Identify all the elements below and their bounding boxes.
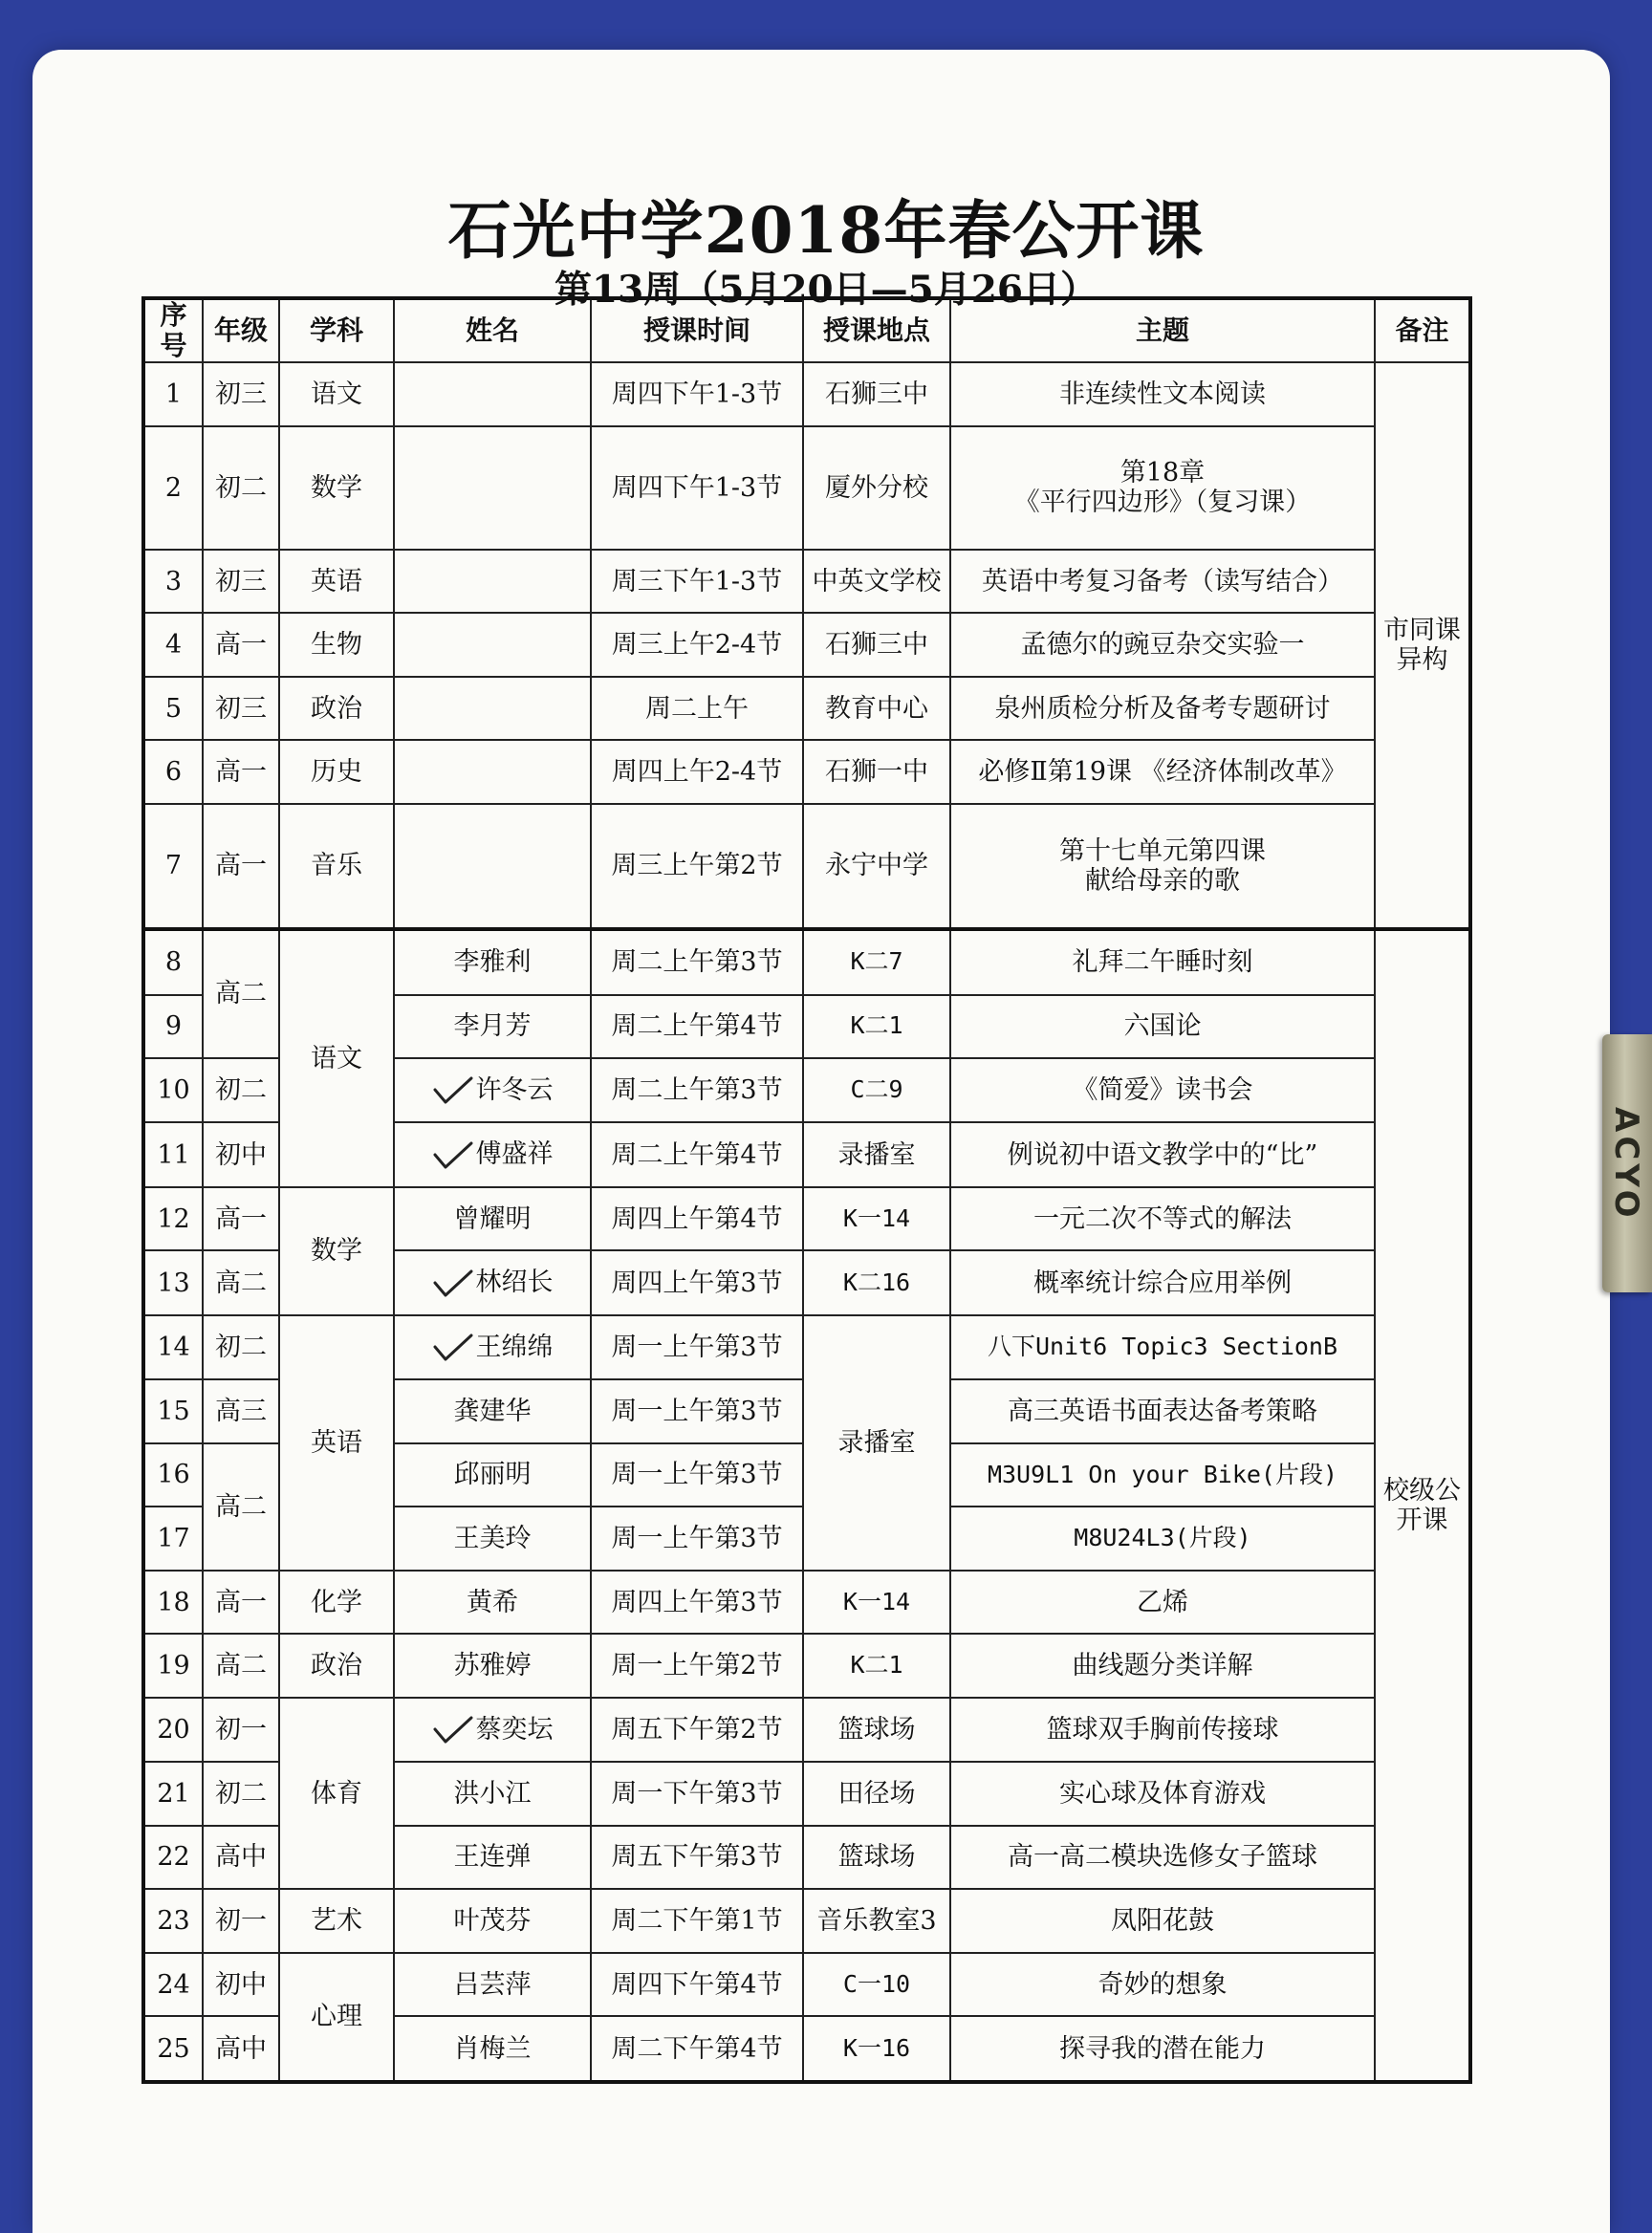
time-cell: 周二上午第3节 — [591, 929, 803, 995]
subject-cell: 语文 — [279, 362, 394, 426]
topic-cell: 凤阳花鼓 — [950, 1889, 1375, 1953]
place-cell: 石狮一中 — [803, 740, 950, 804]
row-number: 8 — [143, 929, 203, 995]
subject-cell: 英语 — [279, 1315, 394, 1571]
time-cell: 周一下午第3节 — [591, 1762, 803, 1826]
topic-cell: 孟德尔的豌豆杂交实验一 — [950, 613, 1375, 677]
time-cell: 周二上午第3节 — [591, 1058, 803, 1122]
remark-cell: 市同课异构 — [1375, 362, 1470, 929]
table-row — [143, 362, 1470, 426]
place-cell: K一14 — [803, 1571, 950, 1635]
grade-cell: 初中 — [203, 1953, 279, 2017]
row-number: 22 — [143, 1826, 203, 1890]
row-number: 15 — [143, 1379, 203, 1443]
time-cell: 周四上午2-4节 — [591, 740, 803, 804]
place-cell: 教育中心 — [803, 677, 950, 741]
grade-cell: 初三 — [203, 550, 279, 614]
place-cell: C一10 — [803, 1953, 950, 2017]
teacher-name: 许冬云 — [475, 1074, 554, 1105]
place-cell: 石狮三中 — [803, 613, 950, 677]
binder-label: ACYO — [1607, 1107, 1645, 1222]
topic-cell: 六国论 — [950, 995, 1375, 1059]
checkmark-icon — [432, 1716, 474, 1745]
topic-cell: 奇妙的想象 — [950, 1953, 1375, 2017]
time-cell: 周四上午第3节 — [591, 1571, 803, 1635]
table-row — [143, 426, 1470, 550]
checkmark-icon — [432, 1076, 474, 1105]
name-cell — [394, 1250, 591, 1314]
schedule-table — [141, 296, 1472, 2084]
name-cell: 叶茂芬 — [394, 1889, 591, 1953]
grade-cell: 高二 — [203, 1250, 279, 1314]
grade-cell: 初一 — [203, 1698, 279, 1762]
place-cell: 音乐教室3 — [803, 1889, 950, 1953]
topic-line: 献给母亲的歌 — [1085, 865, 1240, 896]
topic-cell: 篮球双手胸前传接球 — [950, 1698, 1375, 1762]
subject-cell: 英语 — [279, 550, 394, 614]
time-cell: 周三上午第2节 — [591, 804, 803, 929]
topic-cell: 八下Unit6 Topic3 SectionB — [950, 1315, 1375, 1379]
topic-cell: 《简爱》读书会 — [950, 1058, 1375, 1122]
place-cell: C二9 — [803, 1058, 950, 1122]
grade-cell: 高三 — [203, 1379, 279, 1443]
time-cell: 周五下午第3节 — [591, 1826, 803, 1890]
row-number: 4 — [143, 613, 203, 677]
row-number: 19 — [143, 1634, 203, 1698]
time-cell: 周二上午第4节 — [591, 995, 803, 1059]
subject-cell: 心理 — [279, 1953, 394, 2082]
topic-cell: 探寻我的潜在能力 — [950, 2016, 1375, 2082]
subject-cell: 生物 — [279, 613, 394, 677]
topic-cell: 非连续性文本阅读 — [950, 362, 1375, 426]
checkmark-icon — [432, 1269, 474, 1298]
table-row — [143, 1698, 1470, 1762]
topic-cell: 曲线题分类详解 — [950, 1634, 1375, 1698]
time-cell: 周二上午 — [591, 677, 803, 741]
grade-cell: 初中 — [203, 1122, 279, 1186]
name-cell — [394, 740, 591, 804]
grade-cell: 高一 — [203, 740, 279, 804]
time-cell: 周四上午第4节 — [591, 1187, 803, 1251]
place-cell: 篮球场 — [803, 1698, 950, 1762]
grade-cell: 高一 — [203, 613, 279, 677]
checkmark-icon — [432, 1141, 474, 1170]
place-cell: 中英文学校 — [803, 550, 950, 614]
header-cell: 备注 — [1375, 298, 1470, 362]
page-title: 石光中学2018年春公开课 — [447, 193, 1205, 268]
topic-cell: M8U24L3(片段) — [950, 1507, 1375, 1571]
topic-cell: M3U9L1 On your Bike(片段) — [950, 1443, 1375, 1507]
time-cell: 周一上午第3节 — [591, 1443, 803, 1507]
table-row — [143, 804, 1470, 929]
subject-cell: 政治 — [279, 1634, 394, 1698]
topic-cell: 礼拜二午睡时刻 — [950, 929, 1375, 995]
subject-cell: 语文 — [279, 929, 394, 1187]
grade-cell: 高二 — [203, 1634, 279, 1698]
name-cell: 肖梅兰 — [394, 2016, 591, 2082]
name-cell: 龚建华 — [394, 1379, 591, 1443]
place-cell: K一14 — [803, 1187, 950, 1251]
name-cell — [394, 426, 591, 550]
teacher-name: 蔡奕坛 — [475, 1714, 554, 1745]
header-cell: 主题 — [950, 298, 1375, 362]
row-number: 7 — [143, 804, 203, 929]
time-cell: 周四下午第4节 — [591, 1953, 803, 2017]
topic-cell: 泉州质检分析及备考专题研讨 — [950, 677, 1375, 741]
subject-cell: 体育 — [279, 1698, 394, 1889]
name-cell: 吕芸萍 — [394, 1953, 591, 2017]
name-cell: 洪小江 — [394, 1762, 591, 1826]
name-cell — [394, 1315, 591, 1379]
grade-cell: 初二 — [203, 426, 279, 550]
time-cell: 周一上午第3节 — [591, 1379, 803, 1443]
grade-cell: 高中 — [203, 1826, 279, 1890]
subject-cell: 艺术 — [279, 1889, 394, 1953]
table-row — [143, 929, 1470, 995]
header-cell: 授课地点 — [803, 298, 950, 362]
name-cell — [394, 1058, 591, 1122]
topic-cell — [950, 804, 1375, 929]
row-number: 16 — [143, 1443, 203, 1507]
header-cell: 年级 — [203, 298, 279, 362]
name-cell — [394, 804, 591, 929]
time-cell: 周三下午1-3节 — [591, 550, 803, 614]
subject-cell: 历史 — [279, 740, 394, 804]
row-number: 1 — [143, 362, 203, 426]
row-number: 6 — [143, 740, 203, 804]
table-row — [143, 1315, 1470, 1379]
table-row — [143, 1187, 1470, 1251]
teacher-name: 王绵绵 — [475, 1332, 554, 1362]
place-cell: 田径场 — [803, 1762, 950, 1826]
row-number: 11 — [143, 1122, 203, 1186]
place-cell: 录播室 — [803, 1315, 950, 1571]
row-number: 21 — [143, 1762, 203, 1826]
row-number: 9 — [143, 995, 203, 1059]
header-cell: 姓名 — [394, 298, 591, 362]
time-cell: 周一上午第2节 — [591, 1634, 803, 1698]
subject-cell: 政治 — [279, 677, 394, 741]
header-row — [143, 298, 1470, 362]
topic-line: 《平行四边形》（复习课） — [1013, 488, 1312, 518]
name-cell: 王美玲 — [394, 1507, 591, 1571]
grade-cell: 高中 — [203, 2016, 279, 2082]
time-cell: 周二上午第4节 — [591, 1122, 803, 1186]
row-number: 14 — [143, 1315, 203, 1379]
header-cell: 学科 — [279, 298, 394, 362]
topic-cell: 一元二次不等式的解法 — [950, 1187, 1375, 1251]
name-cell: 苏雅婷 — [394, 1634, 591, 1698]
grade-cell: 初三 — [203, 677, 279, 741]
row-number: 10 — [143, 1058, 203, 1122]
time-cell: 周二下午第1节 — [591, 1889, 803, 1953]
remark-cell: 校级公开课 — [1375, 929, 1470, 2082]
topic-cell: 实心球及体育游戏 — [950, 1762, 1375, 1826]
teacher-name: 林绍长 — [475, 1268, 554, 1298]
time-cell: 周五下午第2节 — [591, 1698, 803, 1762]
time-cell: 周三上午2-4节 — [591, 613, 803, 677]
place-cell: K一16 — [803, 2016, 950, 2082]
row-number: 20 — [143, 1698, 203, 1762]
grade-cell: 高一 — [203, 804, 279, 929]
time-cell: 周二下午第4节 — [591, 2016, 803, 2082]
name-cell: 邱丽明 — [394, 1443, 591, 1507]
grade-cell: 初二 — [203, 1315, 279, 1379]
time-cell: 周四上午第3节 — [591, 1250, 803, 1314]
topic-line: 第18章 — [1119, 458, 1206, 488]
grade-cell: 高一 — [203, 1187, 279, 1251]
topic-line: 第十七单元第四课 — [1059, 835, 1266, 866]
name-cell — [394, 550, 591, 614]
topic-cell: 乙烯 — [950, 1571, 1375, 1635]
table-row — [143, 740, 1470, 804]
row-number: 18 — [143, 1571, 203, 1635]
topic-cell: 高三英语书面表达备考策略 — [950, 1379, 1375, 1443]
topic-cell: 必修Ⅱ第19课 《经济体制改革》 — [950, 740, 1375, 804]
grade-cell: 初二 — [203, 1762, 279, 1826]
place-cell: K二16 — [803, 1250, 950, 1314]
table-row — [143, 677, 1470, 741]
table-row — [143, 613, 1470, 677]
checkmark-icon — [432, 1333, 474, 1362]
table-row — [143, 1889, 1470, 1953]
time-cell: 周四下午1-3节 — [591, 426, 803, 550]
row-number: 5 — [143, 677, 203, 741]
row-number: 24 — [143, 1953, 203, 2017]
row-number: 12 — [143, 1187, 203, 1251]
place-cell: 录播室 — [803, 1122, 950, 1186]
page-subtitle: 第13周（5月20日—5月26日） — [554, 268, 1098, 312]
name-cell: 黄希 — [394, 1571, 591, 1635]
place-cell: K二1 — [803, 1634, 950, 1698]
grade-cell: 高一 — [203, 1571, 279, 1635]
header-cell: 授课时间 — [591, 298, 803, 362]
row-number: 2 — [143, 426, 203, 550]
time-cell: 周一上午第3节 — [591, 1507, 803, 1571]
place-cell: 石狮三中 — [803, 362, 950, 426]
time-cell: 周一上午第3节 — [591, 1315, 803, 1379]
subject-cell: 音乐 — [279, 804, 394, 929]
grade-cell: 初三 — [203, 362, 279, 426]
place-cell: 永宁中学 — [803, 804, 950, 929]
table-row — [143, 1953, 1470, 2017]
subject-cell: 数学 — [279, 1187, 394, 1315]
grade-cell: 初二 — [203, 1058, 279, 1122]
table-row — [143, 550, 1470, 614]
table-row — [143, 1634, 1470, 1698]
table-row — [143, 1571, 1470, 1635]
row-number: 17 — [143, 1507, 203, 1571]
topic-cell: 高一高二模块选修女子篮球 — [950, 1826, 1375, 1890]
teacher-name: 傅盛祥 — [475, 1139, 554, 1170]
name-cell: 李月芳 — [394, 995, 591, 1059]
name-cell: 曾耀明 — [394, 1187, 591, 1251]
topic-cell — [950, 426, 1375, 550]
topic-cell: 英语中考复习备考（读写结合） — [950, 550, 1375, 614]
name-cell — [394, 1122, 591, 1186]
name-cell — [394, 1698, 591, 1762]
subject-cell: 化学 — [279, 1571, 394, 1635]
name-cell — [394, 613, 591, 677]
topic-cell: 概率统计综合应用举例 — [950, 1250, 1375, 1314]
subject-cell: 数学 — [279, 426, 394, 550]
header-cell: 序号 — [143, 298, 203, 362]
place-cell: 厦外分校 — [803, 426, 950, 550]
place-cell: K二7 — [803, 929, 950, 995]
grade-cell: 高二 — [203, 1443, 279, 1571]
row-number: 13 — [143, 1250, 203, 1314]
grade-cell: 高二 — [203, 929, 279, 1058]
grade-cell: 初一 — [203, 1889, 279, 1953]
name-cell — [394, 362, 591, 426]
name-cell: 李雅利 — [394, 929, 591, 995]
name-cell — [394, 677, 591, 741]
row-number: 25 — [143, 2016, 203, 2082]
row-number: 3 — [143, 550, 203, 614]
place-cell: K二1 — [803, 995, 950, 1059]
name-cell: 王连弹 — [394, 1826, 591, 1890]
time-cell: 周四下午1-3节 — [591, 362, 803, 426]
row-number: 23 — [143, 1889, 203, 1953]
topic-cell: 例说初中语文教学中的“比” — [950, 1122, 1375, 1186]
place-cell: 篮球场 — [803, 1826, 950, 1890]
